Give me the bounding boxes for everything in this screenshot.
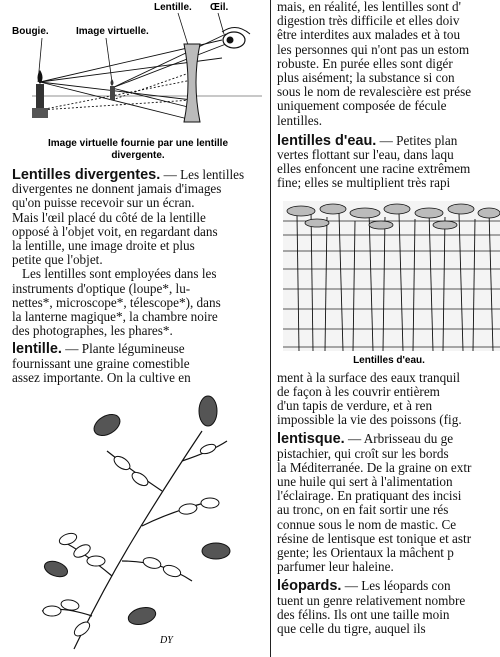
entry-lentilles-d-eau-continued	[277, 371, 500, 428]
text-line: mais, en réalité, les lentilles sont d'	[277, 0, 462, 14]
text-line: pistachier, qui croît sur les bords	[277, 445, 449, 461]
text-line: tuent un genre relativement nombre	[277, 592, 466, 608]
text-line: de façon à les couvrir entièrem	[277, 383, 440, 399]
figure-caption-2: divergente.	[111, 150, 165, 161]
text-line: qu'on puisse recevoir sur un écran.	[12, 195, 195, 211]
text-line: gente; les Orientaux la mâchent p	[277, 545, 454, 561]
entry-leopards	[277, 579, 500, 636]
entry-lentilles-d-eau	[277, 134, 500, 191]
text-line: vertes flottant sur l'eau, dans laqu	[277, 147, 454, 163]
text-line: la lanterne magique*, la chambre noire	[12, 309, 218, 325]
optics-figure	[12, 0, 264, 162]
text-line: petite que l'objet.	[12, 252, 103, 268]
text-line: impossible la vie des poissons (fig.	[277, 412, 462, 428]
headword: lentisque.	[277, 431, 345, 448]
text-line: elles enfoncent une racine extrêmem	[277, 161, 471, 177]
text-line: des félins. Ils ont une taille moin	[277, 606, 450, 622]
label-bougie: Bougie.	[12, 26, 49, 37]
headword: léopards.	[277, 578, 342, 595]
headword: lentille.	[12, 341, 62, 358]
text-line: assez importante. On la cultive en	[12, 369, 191, 385]
text-line: — Les léopards con	[344, 578, 451, 594]
illustrator-signature: DY	[160, 635, 173, 647]
text-line: lentilles.	[277, 112, 323, 128]
entry-lentisque	[277, 432, 500, 574]
text-line: la Méditerranée. De la graine on extr	[277, 459, 472, 475]
text-line: des photographes, les phares*.	[12, 323, 173, 339]
label-oeil: Œil.	[210, 2, 229, 13]
text-line: sous le nom de revalescière est prése	[277, 84, 472, 100]
figure-caption-1: Image virtuelle fournie par une lentille	[47, 138, 229, 149]
text-line: robuste. En purée elles sont digér	[277, 55, 453, 71]
text-line: être interdites aux malades et à tou	[277, 27, 461, 43]
virtual-image-icon	[110, 79, 115, 100]
duckweed-caption: Lentilles d'eau.	[353, 354, 425, 365]
right-column	[277, 0, 500, 636]
text-line: au tronc, on en fait sortir une rés	[277, 502, 449, 518]
left-column	[12, 0, 264, 653]
text-line: la lentille, une image droite et plus	[12, 238, 195, 254]
column-rule	[270, 0, 271, 657]
entry-lentilles-divergentes	[12, 168, 264, 338]
text-line: divergentes ne donnent jamais d'images	[12, 181, 222, 197]
text-line: ment à la surface des eaux tranquil	[277, 369, 461, 385]
headword: lentilles d'eau.	[277, 132, 377, 149]
headword: Lentilles divergentes.	[12, 167, 161, 183]
text-line: digestion très difficile et elles doiv	[277, 13, 460, 29]
text-line: Les lentilles sont employées dans les	[22, 266, 217, 282]
label-lentille: Lentille.	[154, 2, 192, 13]
candle-icon	[32, 70, 48, 118]
text-line: d'un tapis de verdure, et à ren	[277, 398, 433, 414]
text-line: instruments d'optique (loupe*, lu-	[12, 280, 191, 296]
text-line: que celle du tigre, auquel ils	[277, 621, 426, 637]
text-line: fournissant une graine comestible	[12, 355, 190, 371]
text-line: fine; elles se multiplient très rapi	[277, 175, 451, 191]
text-line: les personnes qui n'ont pas un estom	[277, 41, 470, 57]
text-line: — Arbrisseau du ge	[347, 431, 454, 447]
text-line: plus aisément; la substance si con	[277, 70, 455, 86]
text-line: nettes*, microscope*, télescope*), dans	[12, 294, 221, 310]
eye-icon	[222, 27, 250, 48]
text-line: Mais l'œil placé du côté de la lentille	[12, 209, 206, 225]
text-line: opposé à l'objet voit, en regardant dans	[12, 223, 218, 239]
text-line: l'éclairage. En pratiquant des incisi	[277, 488, 462, 504]
text-line: connue sous le nom de mastic. Ce	[277, 516, 457, 532]
diverging-lens-icon	[184, 44, 200, 122]
entry-lentille	[12, 342, 264, 385]
text-line: une huile qui sert à l'alimentation	[277, 474, 453, 490]
text-line: résine de lentisque est tonique et astr	[277, 530, 472, 546]
lentil-plant-illustration	[12, 391, 264, 653]
entry-lentille-continued	[277, 0, 500, 128]
label-image-virtuelle: Image virtuelle.	[76, 26, 149, 37]
text-line: parfumer leur haleine.	[277, 559, 394, 575]
text-line: — Petites plan	[379, 132, 458, 148]
text-line: uniquement composée de fécule	[277, 98, 447, 114]
text-line: — Plante légumineuse	[65, 341, 185, 357]
text-line: — Les lentilles	[163, 167, 245, 182]
duckweed-illustration	[277, 201, 500, 365]
